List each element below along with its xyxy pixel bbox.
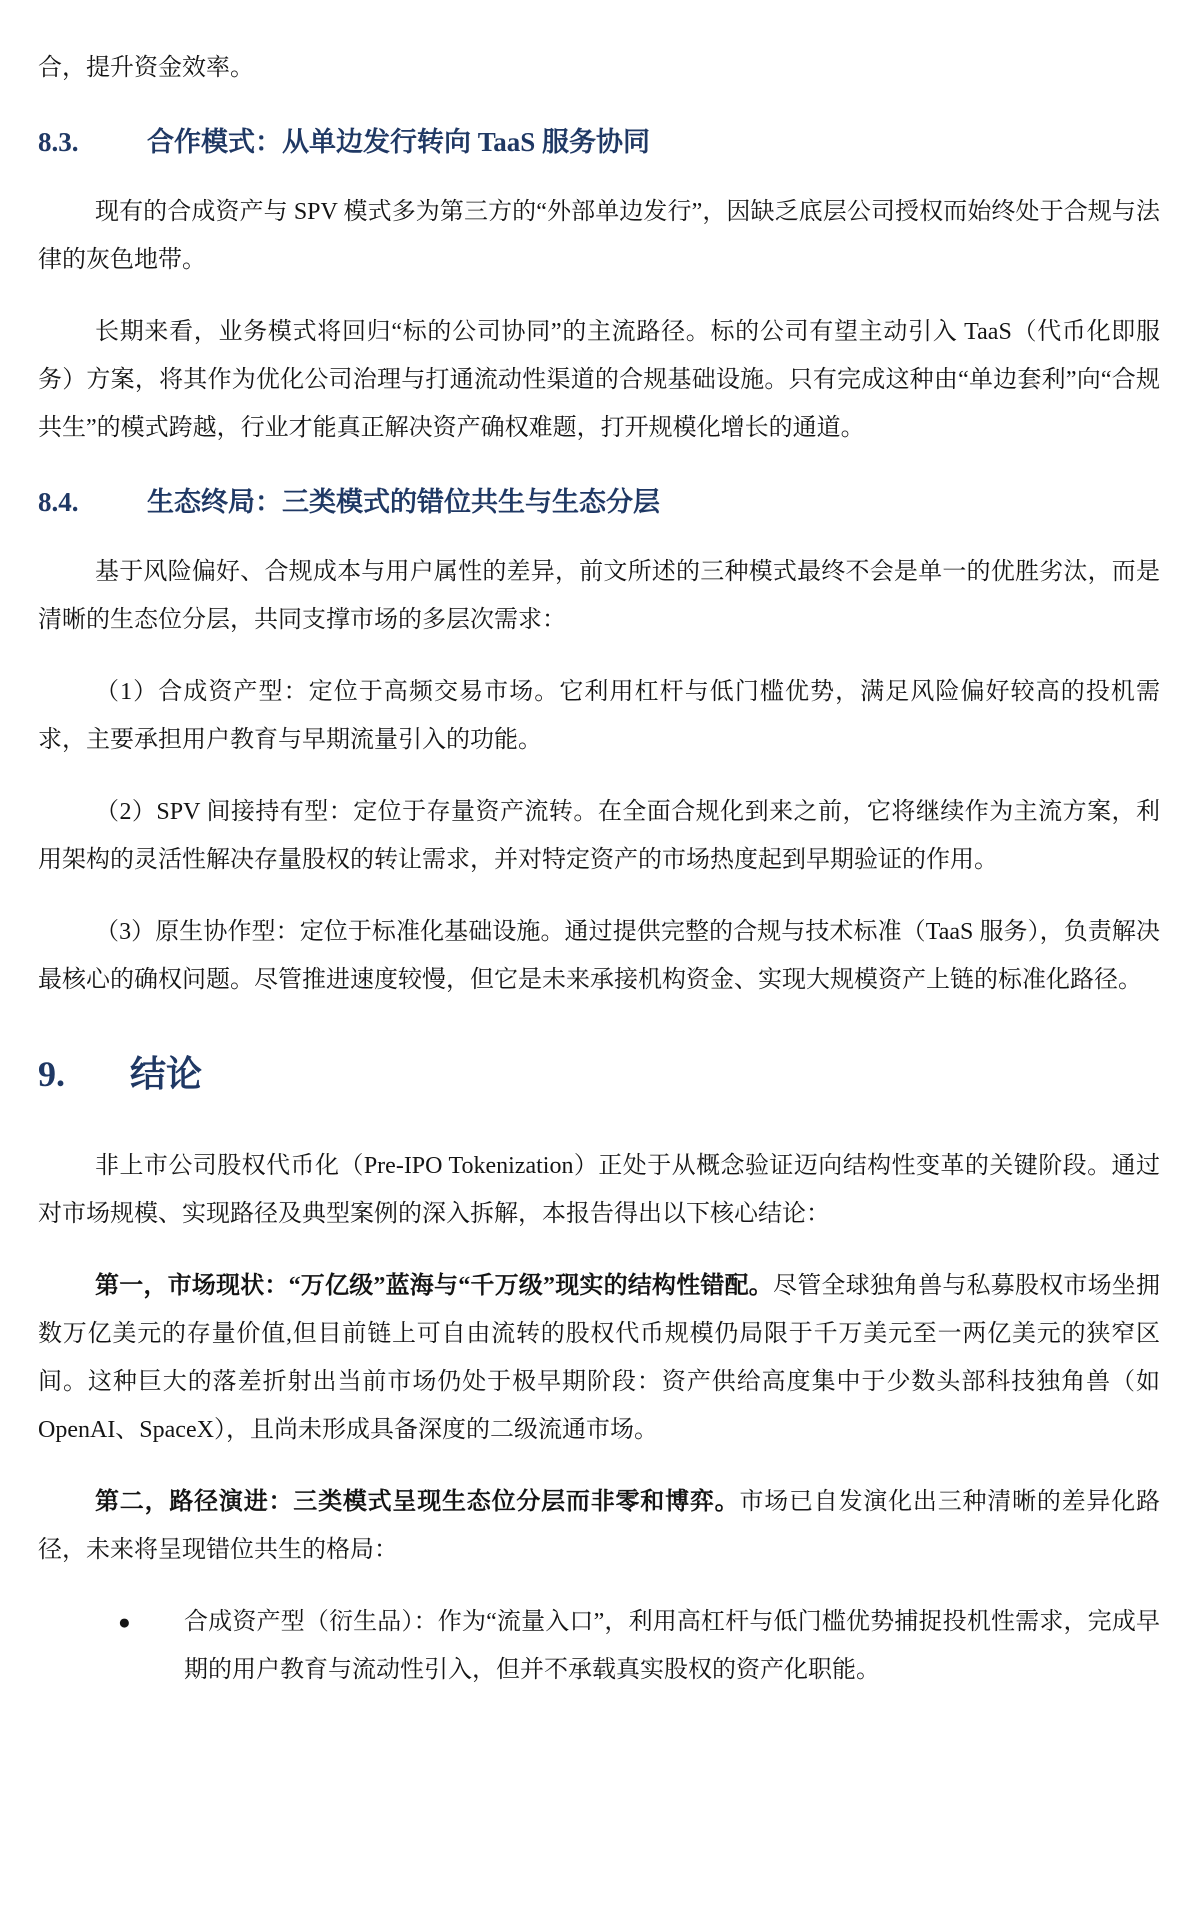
paragraph: 长期来看，业务模式将回归“标的公司协同”的主流路径。标的公司有望主动引入 TaaS（代币化即服务）方案，将其作为优化公司治理与打通流动性渠道的合规基础设施。只有完成这种由“单边套利”向“合规共生”的模式跨越，行业才能真正解决资产确权难题，打开规模化增长的通道。 bbox=[38, 319, 1160, 441]
section-heading-8-4 bbox=[38, 482, 1160, 522]
bullet-icon: ● bbox=[118, 1610, 131, 1634]
paragraph-numbered-item: （2）SPV 间接持有型：定位于存量资产流转。在全面合规化到来之前，它将继续作为主流方案，利用架构的灵活性解决存量股权的转让需求，并对特定资产的市场热度起到早期验证的作用。 bbox=[38, 799, 1160, 873]
paragraph-body-text: 尽管全球独角兽与私募股权市场坐拥数万亿美元的存量价值,但目前链上可自由流转的股权代币规模仍局限于千万美元至一两亿美元的狭窄区间。这种巨大的落差折射出当前市场仍处于极早期阶段：资产供给高度集中于少数头部科技独角兽（如 OpenAI、SpaceX），且尚未形成具备深度的二级流通市场。 bbox=[38, 1273, 1160, 1443]
paragraph-lead-bold: 第一，市场现状：“万亿级”蓝海与“千万级”现实的结构性错配。 bbox=[95, 1273, 773, 1299]
section-heading-8-3 bbox=[38, 122, 1160, 162]
paragraph: 现有的合成资产与 SPV 模式多为第三方的“外部单边发行”，因缺乏底层公司授权而始终处于合规与法律的灰色地带。 bbox=[38, 199, 1160, 273]
list-item bbox=[38, 1598, 1160, 1694]
paragraph-with-lead bbox=[38, 1478, 1160, 1574]
paragraph-with-lead bbox=[38, 1262, 1160, 1454]
paragraph-body-text: 市场已自发演化出三种清晰的差异化路径，未来将呈现错位共生的格局： bbox=[38, 1489, 1161, 1563]
paragraph-lead-bold: 第二，路径演进：三类模式呈现生态位分层而非零和博弈。 bbox=[95, 1489, 740, 1515]
paragraph-numbered-item: （3）原生协作型：定位于标准化基础设施。通过提供完整的合规与技术标准（TaaS 服务），负责解决最核心的确权问题。尽管推进速度较慢，但它是未来承接机构资金、实现大规模资产上链的标准化路径。 bbox=[38, 919, 1160, 993]
paragraph: 非上市公司股权代币化（Pre-IPO Tokenization）正处于从概念验证迈向结构性变革的关键阶段。通过对市场规模、实现路径及典型案例的深入拆解，本报告得出以下核心结论： bbox=[38, 1153, 1160, 1227]
heading-number: 8.3. bbox=[38, 127, 79, 157]
heading-title: 合作模式：从单边发行转向 TaaS 服务协同 bbox=[147, 127, 651, 157]
heading-title: 生态终局：三类模式的错位共生与生态分层 bbox=[147, 487, 660, 517]
heading-number: 9. bbox=[38, 1054, 65, 1094]
paragraph: 基于风险偏好、合规成本与用户属性的差异，前文所述的三种模式最终不会是单一的优胜劣汰，而是清晰的生态位分层，共同支撑市场的多层次需求： bbox=[38, 559, 1160, 633]
section-heading-9 bbox=[38, 1050, 1160, 1098]
paragraph-continuation: 合，提升资金效率。 bbox=[38, 55, 254, 81]
heading-number: 8.4. bbox=[38, 487, 79, 517]
list-item-text: 合成资产型（衍生品）：作为“流量入口”，利用高杠杆与低门槛优势捕捉投机性需求，完成早期的用户教育与流动性引入，但并不承载真实股权的资产化职能。 bbox=[184, 1609, 1160, 1683]
heading-title: 结论 bbox=[130, 1054, 203, 1094]
paragraph-numbered-item: （1）合成资产型：定位于高频交易市场。它利用杠杆与低门槛优势，满足风险偏好较高的投机需求，主要承担用户教育与早期流量引入的功能。 bbox=[38, 679, 1160, 753]
